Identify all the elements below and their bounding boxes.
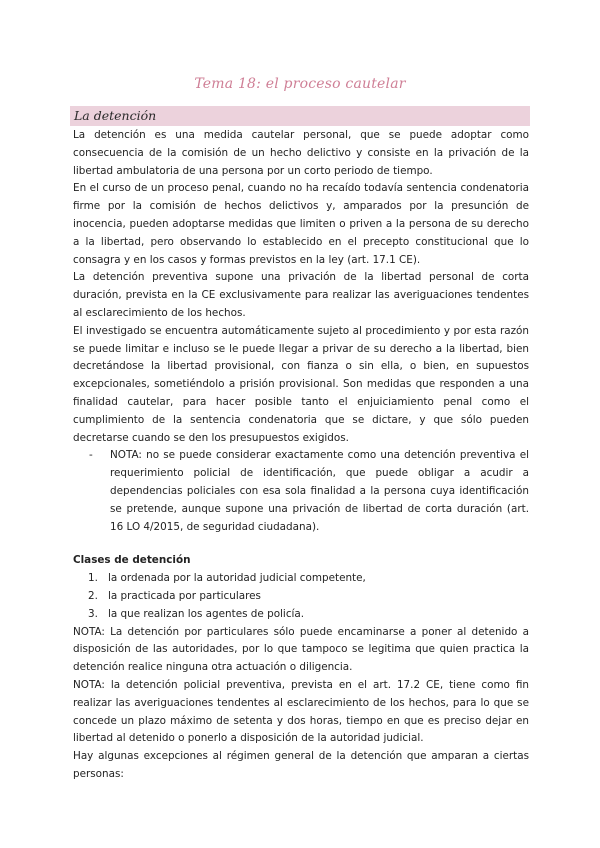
ordered-list-item [88, 588, 529, 606]
paragraph: Hay algunas excepciones al régimen general de la detención que amparan a ciertas personas: [73, 750, 529, 780]
dash-bullet: - [89, 449, 93, 462]
paragraph: En el curso de un proceso penal, cuando no ha recaído todavía sentencia condenatoria firme por la comisión de hechos delictivos y, amparados por la presunción de inocencia, pueden adoptarse medidas que limiten o priven a la persona de su derecho a la libertad, pero observando lo establecido en el precepto constitucional que lo consagra y en los casos y formas previstos en la ley (art. 17.1 CE). [73, 182, 529, 266]
list-item-text: la ordenada por la autoridad judicial competente, [108, 572, 366, 585]
section-title: La detención [74, 108, 157, 123]
note-paragraph: NOTA: La detención por particulares sólo puede encaminarse a poner al detenido a disposición de las autoridades, por lo que tampoco se legitima que quien practica la detención realice ninguna otra actuación o diligencia. [73, 625, 529, 674]
list-item-text: la que realizan los agentes de policía. [108, 607, 305, 620]
list-item-text: la practicada por particulares [108, 589, 261, 602]
note-list-item [89, 447, 529, 536]
paragraph: El investigado se encuentra automáticamente sujeto al procedimiento y por esta razón se puede limitar e incluso se le puede llegar a privar de su derecho a la libertad, bien decretándose la libertad provisional, con fianza o sin ella, o bien, en supuestos excepcionales, sometiéndolo a prisión provisional. Son medidas que responden a una finalidad cautelar, para hacer posible tanto el enjuiciamiento penal como el cumplimiento de la sentencia condenatoria que se dictare, y que sólo pueden decretarse cuando se den los presupuestos exigidos. [73, 324, 529, 444]
list-number: 1. [88, 572, 98, 585]
list-number: 3. [88, 607, 98, 620]
paragraph: La detención es una medida cautelar personal, que se puede adoptar como consecuencia de la comisión de un hecho delictivo y consiste en la privación de la libertad ambulatoria de una persona por un corto periodo de tiempo. [73, 129, 529, 177]
classes-heading: Clases de detención [73, 554, 191, 567]
list-number: 2. [88, 589, 98, 602]
ordered-list-item [88, 570, 529, 588]
note-text: NOTA: no se puede considerar exactamente como una detención preventiva el requerimiento policial de identificación, que puede obligar a acudir a dependencias policiales con esa sola finalidad a la persona cuya identificación se pretende, aunque supone una privación de libertad de corta duración (art. 16 LO 4/2015, de seguridad ciudadana). [110, 449, 529, 533]
document-body [73, 127, 529, 784]
ordered-list-item [88, 606, 529, 624]
paragraph: La detención preventiva supone una privación de la libertad personal de corta duración, prevista en la CE exclusivamente para realizar las averiguaciones tendentes al esclarecimiento de los hechos. [73, 271, 529, 319]
note-paragraph: NOTA: la detención policial preventiva, prevista en el art. 17.2 CE, tiene como fin realizar las averiguaciones tendentes al esclarecimiento de los hechos, para lo que se concede un plazo máximo de setenta y dos horas, tiempo en que es preciso dejar en libertad al detenido o ponerlo a disposición de la autoridad judicial. [73, 678, 529, 745]
document-title: Tema 18: el proceso cautelar [194, 76, 406, 92]
